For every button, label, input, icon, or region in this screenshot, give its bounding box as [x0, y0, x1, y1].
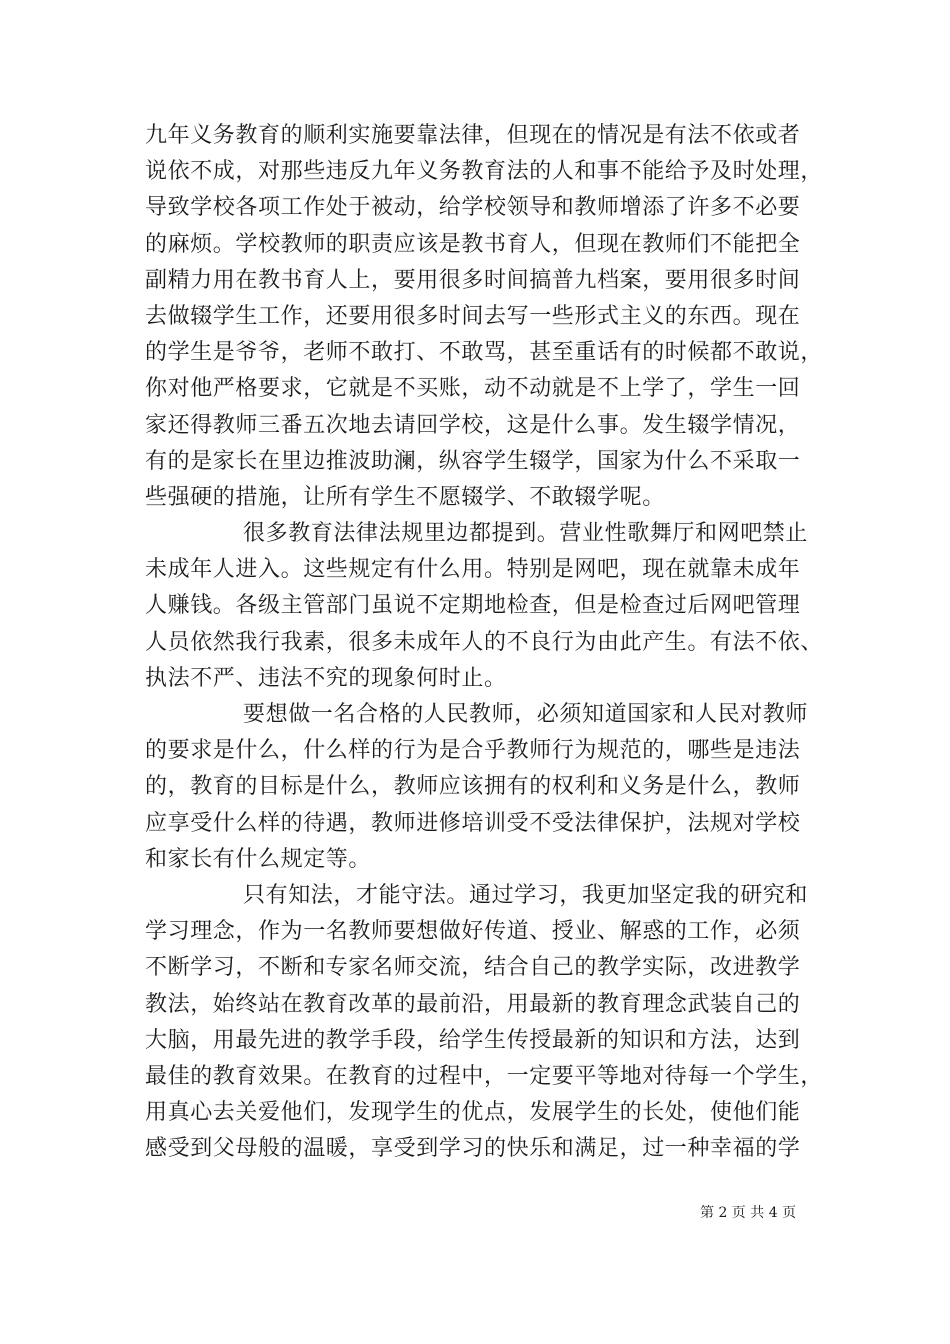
text-line: 的麻烦。学校教师的职责应该是教书育人，但现在教师们不能把全 — [145, 231, 801, 257]
text-line: 大脑，用最先进的教学手段，给学生传授最新的知识和方法，达到 — [145, 1027, 801, 1053]
paragraph — [145, 878, 824, 1168]
text-line: 家还得教师三番五次地去请回学校，这是什么事。发生辍学情况， — [145, 412, 801, 438]
text-line: 说依不成，对那些违反九年义务教育法的人和事不能给予及时处理， — [145, 159, 824, 185]
text-line: 应享受什么样的待遇，教师进修培训受不受法律保护，法规对学校 — [145, 810, 801, 836]
text-line: 副精力用在教书育人上，要用很多时间搞普九档案，要用很多时间 — [145, 267, 801, 293]
text-line: 人员依然我行我素，很多未成年人的不良行为由此产生。有法不依、 — [145, 629, 824, 655]
text-line: 执法不严、违法不究的现象何时止。 — [145, 665, 507, 691]
text-line: 感受到父母般的温暖，享受到学习的快乐和满足，过一种幸福的学 — [145, 1136, 801, 1162]
text-line: 有的是家长在里边推波助澜，纵容学生辍学，国家为什么不采取一 — [145, 448, 801, 474]
text-line: 和家长有什么规定等。 — [145, 846, 372, 872]
text-line: 用真心去关爱他们，发现学生的优点，发展学生的长处，使他们能 — [145, 1100, 801, 1126]
text-line: 九年义务教育的顺利实施要靠法律，但现在的情况是有法不依或者 — [145, 123, 801, 148]
text-line: 教法，始终站在教育改革的最前沿，用最新的教育理念武装自己的 — [145, 991, 801, 1017]
text-line: 只有知法，才能守法。通过学习，我更加坚定我的研究和 — [243, 882, 809, 908]
text-line: 未成年人进入。这些规定有什么用。特别是网吧，现在就靠未成年 — [145, 557, 801, 583]
text-line: 要想做一名合格的人民教师，必须知道国家和人民对教师 — [243, 702, 809, 727]
text-line: 的学生是爷爷，老师不敢打、不敢骂，甚至重话有的时候都不敢说， — [145, 340, 824, 366]
text-line: 学习理念，作为一名教师要想做好传道、授业、解惑的工作，必须 — [145, 919, 801, 945]
text-line: 很多教育法律法规里边都提到。营业性歌舞厅和网吧禁止 — [243, 521, 809, 547]
document-body — [145, 118, 824, 1167]
text-line: 最佳的教育效果。在教育的过程中，一定要平等地对待每一个学生， — [145, 1063, 824, 1089]
text-line: 的，教育的目标是什么，教师应该拥有的权利和义务是什么，教师 — [145, 774, 801, 800]
paragraph — [145, 516, 824, 697]
paragraph — [145, 118, 824, 516]
text-line: 导致学校各项工作处于被动，给学校领导和教师增添了许多不必要 — [145, 195, 801, 221]
page-number: 第 2 页 共 4 页 — [700, 1205, 797, 1221]
text-line: 你对他严格要求，它就是不买账，动不动就是不上学了，学生一回 — [145, 376, 801, 402]
text-line: 不断学习，不断和专家名师交流，结合自己的教学实际，改进教学 — [145, 955, 801, 981]
text-line: 去做辍学生工作，还要用很多时间去写一些形式主义的东西。现在 — [145, 303, 801, 329]
paragraph — [145, 697, 815, 878]
text-line: 些强硬的措施，让所有学生不愿辍学、不敢辍学呢。 — [145, 484, 665, 510]
text-line: 的要求是什么，什么样的行为是合乎教师行为规范的，哪些是违法 — [145, 738, 801, 764]
text-line: 人赚钱。各级主管部门虽说不定期地检查，但是检查过后网吧管理 — [145, 593, 801, 619]
